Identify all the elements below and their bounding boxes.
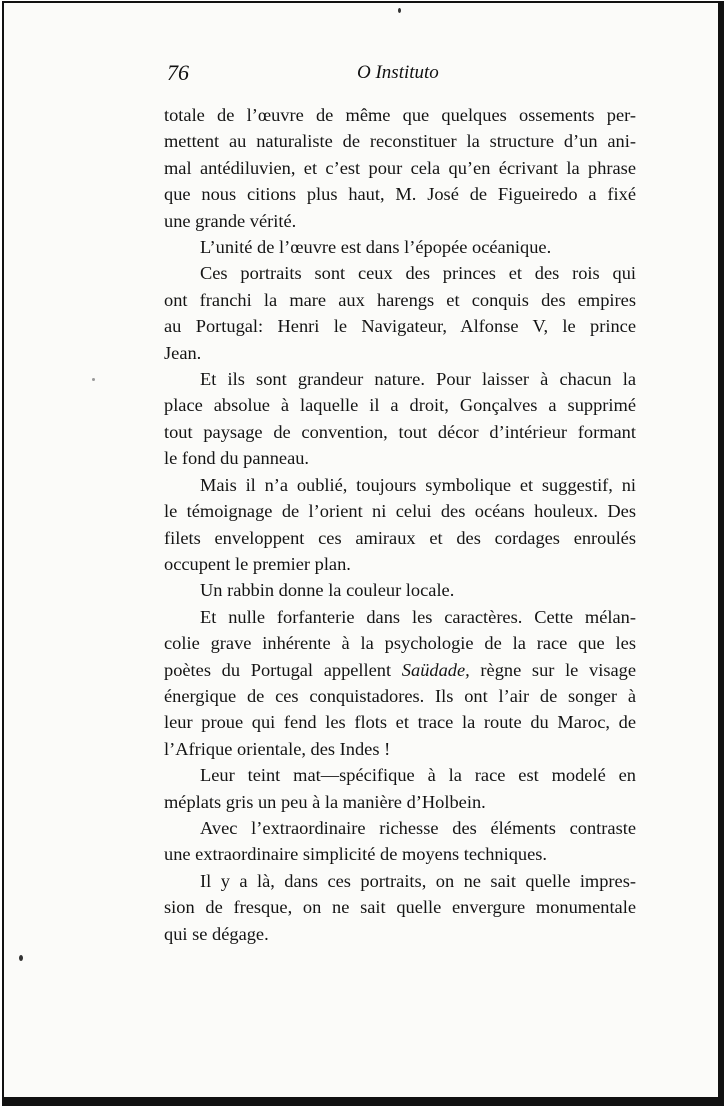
paragraph-4 [164, 366, 636, 472]
text-line: Jean. [164, 342, 202, 363]
text-line: l’Afrique orientale, des Indes ! [164, 738, 391, 759]
page-number: 76 [167, 60, 189, 85]
text-line: ont franchi la mare aux harengs et conquis des empires [164, 289, 636, 310]
text-line: que nous citions plus haut, M. José de Figueiredo a fixé [164, 184, 636, 205]
text-line: Il y a là, dans ces portraits, on ne sait quelle impres- [200, 870, 636, 891]
text-line: énergique de ces conquistadores. Ils ont l’air de songer à [164, 685, 636, 706]
text-line: le fond du panneau. [164, 448, 310, 469]
text-line: filets enveloppent ces amiraux et des cordages enroulés [164, 527, 636, 548]
text-line: Ces portraits sont ceux des princes et des rois qui [200, 263, 636, 284]
italic-term-saudade: Saüdade, [401, 659, 470, 680]
text-line: Et nulle forfanterie dans les caractères. Cette mélan- [200, 606, 636, 627]
text-line: une grande vérité. [164, 210, 297, 231]
body-text [164, 102, 636, 947]
ink-speck [398, 8, 401, 13]
text-line [164, 657, 636, 683]
ink-speck [92, 378, 95, 381]
text-segment: poètes du Portugal appellent [164, 659, 402, 680]
text-line: Et ils sont grandeur nature. Pour laisser à chacun la [200, 369, 636, 390]
journal-title: O Instituto [357, 62, 439, 83]
text-line: le témoignage de l’orient ni celui des océans houleux. Des [164, 501, 636, 522]
text-line: L’unité de l’œuvre est dans l’épopée océanique. [200, 237, 552, 258]
text-line: totale de l’œuvre de même que quelques ossements per- [164, 105, 636, 125]
paragraph-7 [164, 604, 636, 762]
text-line: leur proue qui fend les flots et trace la route du Maroc, de [164, 712, 636, 733]
paragraph-5 [164, 472, 636, 578]
text-segment: règne sur le visage [469, 659, 636, 680]
paragraph-2 [164, 234, 636, 260]
paragraph-1 [164, 102, 636, 234]
paragraph-10 [164, 868, 636, 947]
text-line: une extraordinaire simplicité de moyens techniques. [164, 844, 548, 865]
text-line: Leur teint mat—spécifique à la race est modelé en [200, 765, 636, 786]
text-line: qui se dégage. [164, 923, 269, 944]
paragraph-6 [164, 577, 636, 603]
ink-speck [19, 955, 23, 961]
text-line: occupent le premier plan. [164, 553, 351, 574]
running-head [167, 60, 637, 90]
text-line: colie grave inhérente à la psychologie de la race que les [164, 633, 636, 654]
text-line: méplats gris un peu à la manière d’Holbein. [164, 791, 486, 812]
paragraph-3 [164, 260, 636, 366]
text-line: tout paysage de convention, tout décor d’intérieur formant [164, 421, 636, 442]
text-line: sion de fresque, on ne sait quelle envergure monumentale [164, 897, 636, 918]
text-line: place absolue à laquelle il a droit, Gonçalves a supprimé [164, 395, 636, 416]
text-line: mettent au naturaliste de reconstituer la structure d’un ani- [164, 131, 636, 152]
paragraph-9 [164, 815, 636, 868]
text-line: mal antédiluvien, et c’est pour cela qu’en écrivant la phrase [164, 157, 636, 178]
text-line: Mais il n’a oublié, toujours symbolique et suggestif, ni [200, 474, 636, 495]
text-line: au Portugal: Henri le Navigateur, Alfonse V, le prince [164, 316, 636, 337]
text-line: Avec l’extraordinaire richesse des éléments contraste [200, 817, 636, 838]
text-line: Un rabbin donne la couleur locale. [200, 580, 455, 601]
paragraph-8 [164, 762, 636, 815]
